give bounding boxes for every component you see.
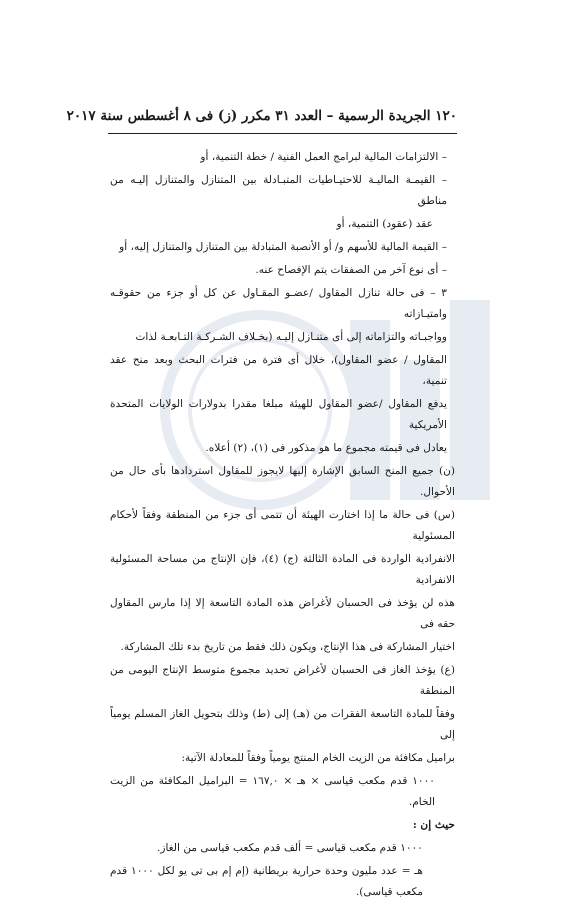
paragraph-s-line: هذه لن يؤخذ فى الحسبان لأغراض هذه المادة التاسعة إلا إذا مارس المقاول حقه فى xyxy=(110,597,455,630)
paragraph-s-line: (س) فى حالة ما إذا اختارت الهيئة أن تتمى أى جزء من المنطقة وفقاً لأحكام المسئولية xyxy=(110,509,455,542)
clause-3-line: وواجبـاته والتزاماته إلى أى متنـازل إليـه (بخـلاف الشـركـة التـابعـة لذات xyxy=(135,331,447,343)
bullet-item: – القيمة المالية للأسهم و/ أو الأنصبة المتبادلة بين المتنازل والمتنازل إليه، أو xyxy=(119,241,447,253)
paragraph-s-line: اختيار المشاركة فى هذا الإنتاج، ويكون ذلك فقط من تاريخ بدء تلك المشاركة. xyxy=(120,641,455,653)
bullet-list xyxy=(110,147,455,281)
paragraph-s-line: الانفرادية الواردة فى المادة الثالثة (ج) (٤)، فإن الإنتاج من مساحة المسئولية الانفرادية xyxy=(110,553,455,586)
clause-3-line: يعادل فى قيمته مجموع ما هو مذكور فى (١)، (٢) أعلاه. xyxy=(205,442,447,454)
definition-item: ١٠٠٠ قدم مكعب قياسى = ألف قدم مكعب قياسى من الغاز. xyxy=(156,842,423,854)
conversion-equation: ١٠٠٠ قدم مكعب قياسى × هـ × ١٦٧,٠ = البراميل المكافئة من الزيت الخام. xyxy=(110,775,435,808)
paragraph-a xyxy=(110,660,455,769)
bullet-item: – القيمـة الماليـة للاحتيـاطيات المتبـادلة بين المتنازل والمتنازل إليـه من مناطق xyxy=(110,174,447,207)
bullet-item: – أى نوع آخر من الصفقات يتم الإفصاح عنه. xyxy=(255,264,447,276)
clause-3-line: يدفع المقاول /عضو المقاول للهيئة مبلغا مقدرا بدولارات الولايات المتحدة الأمريكية xyxy=(110,398,447,431)
definition-item: هـ = عدد مليون وحدة حرارية بريطانية (إم إم بى تى يو لكل ١٠٠٠ قدم مكعب قياسى). xyxy=(110,865,423,898)
clause-3-line: المقاول / عضو المقاول)، خلال أى فترة من فترات البحث وبعد منح عقد تنمية، xyxy=(110,354,447,387)
paragraph-a-line: وفقاً للمادة التاسعة الفقرات من (هـ) إلى (ط) وذلك بتحويل الغاز المسلم يومياً إلى xyxy=(110,708,455,741)
bullet-item: – الالتزامات المالية لبرامج العمل الفنية / خطة التنمية، أو xyxy=(200,151,447,163)
clause-3 xyxy=(110,283,455,459)
where-label: حيث إن : xyxy=(412,819,455,831)
paragraph-n: (ن) جميع المنح السابق الإشارة إليها لايجوز للمقاول استردادها بأى حال من الأحوال. xyxy=(110,465,455,498)
page-header: ١٢٠ الجريدة الرسمية – العدد ٣١ مكرر (ز) فى ٨ أغسطس سنة ٢٠١٧ xyxy=(66,108,457,124)
header-rule xyxy=(108,133,457,134)
bullet-item-continuation: عقد (عقود) التنمية، أو xyxy=(336,218,433,230)
paragraph-s xyxy=(110,505,455,658)
paragraph-a-line: (ع) يؤخذ الغاز فى الحسبان لأغراض تحديد مجموع متوسط الإنتاج اليومى من المنطقة xyxy=(110,664,455,697)
paragraph-a-line: براميل مكافئة من الزيت الخام المنتج يومياً وفقاً للمعادلة الآتية: xyxy=(181,752,455,764)
clause-3-line: ٣ – فى حالة تنازل المقاول /عضـو المقـاول عن كل أو جزء من حقوقـه وامتيـازاته xyxy=(110,287,447,320)
document-body xyxy=(110,147,455,905)
